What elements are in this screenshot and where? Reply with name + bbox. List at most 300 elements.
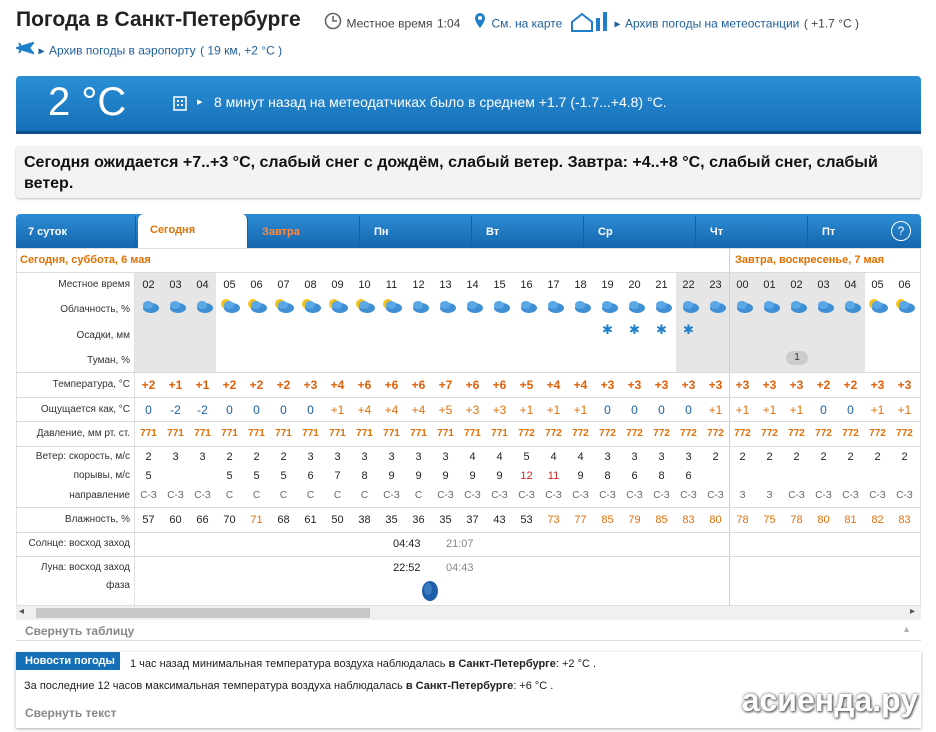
- humidity-cell: 35: [439, 514, 452, 526]
- pressure-cell: 771: [329, 428, 346, 439]
- hour-cell: 08: [304, 279, 317, 291]
- humidity-cell: 70: [223, 514, 236, 526]
- direction-cell: С-З: [572, 490, 589, 501]
- humidity-cell: 66: [196, 514, 209, 526]
- temp-cell: +2: [843, 378, 858, 392]
- cloud-icon: [840, 297, 862, 320]
- gusts-cell: 7: [334, 470, 341, 482]
- feels-cell: +1: [573, 403, 588, 417]
- temp-cell: +2: [249, 378, 264, 392]
- feels-cell: 0: [145, 403, 152, 417]
- direction-cell: С-З: [491, 490, 508, 501]
- direction-cell: С: [225, 490, 234, 501]
- tab-7-days[interactable]: 7 суток: [16, 216, 136, 248]
- pressure-cell: 772: [599, 428, 616, 439]
- feels-cell: +5: [438, 403, 453, 417]
- pressure-cell: 771: [383, 428, 400, 439]
- direction-cell: С-З: [788, 490, 805, 501]
- hour-cell: 16: [520, 279, 533, 291]
- direction-cell: С: [279, 490, 288, 501]
- hour-cell: 01: [763, 279, 776, 291]
- label-fog: Туман, %: [87, 355, 130, 366]
- direction-cell: С-З: [869, 490, 886, 501]
- wind-cell: 2: [847, 451, 854, 463]
- direction-cell: С: [360, 490, 369, 501]
- pressure-cell: 772: [680, 428, 697, 439]
- pressure-cell: 771: [437, 428, 454, 439]
- pressure-cell: 771: [275, 428, 292, 439]
- gusts-cell: 9: [577, 470, 584, 482]
- pressure-cell: 771: [194, 428, 211, 439]
- hour-cell: 18: [574, 279, 587, 291]
- gusts-cell: 8: [361, 470, 368, 482]
- local-time-value: 1:04: [437, 16, 461, 31]
- temp-cell: +6: [465, 378, 480, 392]
- temp-cell: +5: [519, 378, 534, 392]
- hour-cell: 05: [871, 279, 884, 291]
- humidity-cell: 77: [574, 514, 587, 526]
- collapse-table-link[interactable]: Свернуть таблицу: [25, 624, 135, 638]
- fog-badge: 1: [786, 351, 808, 365]
- sensor-average-text: 8 минут назад на метеодатчиках было в среднем +1.7 (-1.7...+4.8) °C.: [214, 94, 667, 110]
- cloud-icon: [732, 297, 754, 320]
- cloud-icon: [192, 297, 214, 320]
- wind-cell: 2: [901, 451, 908, 463]
- wind-cell: 3: [658, 451, 665, 463]
- feels-cell: 0: [658, 403, 665, 417]
- direction-cell: С-З: [383, 490, 400, 501]
- hour-cell: 00: [736, 279, 749, 291]
- temp-cell: +3: [303, 378, 318, 392]
- cloud-icon: [570, 297, 592, 320]
- gusts-cell: 8: [604, 470, 611, 482]
- feels-cell: 0: [631, 403, 638, 417]
- direction-cell: С-З: [815, 490, 832, 501]
- airplane-icon: [16, 40, 34, 61]
- direction-cell: С-З: [896, 490, 913, 501]
- cloud-icon: [165, 297, 187, 320]
- tab-tuesday[interactable]: Вт: [474, 216, 584, 248]
- feels-cell: +4: [357, 403, 372, 417]
- archive-airport-link[interactable]: ▸ Архив погоды в аэропорту ( 19 км, +2 °C ): [16, 40, 282, 61]
- feels-cell: +3: [465, 403, 480, 417]
- direction-cell: С-З: [518, 490, 535, 501]
- label-sun: Солнце: восход заход: [28, 538, 130, 549]
- hour-cell: 12: [412, 279, 425, 291]
- humidity-cell: 60: [169, 514, 182, 526]
- cloud-icon: [219, 297, 241, 320]
- hour-cell: 05: [223, 279, 236, 291]
- gusts-cell: 5: [145, 470, 152, 482]
- wind-cell: 2: [280, 451, 287, 463]
- temp-cell: +7: [438, 378, 453, 392]
- cloud-icon: [408, 297, 430, 320]
- humidity-cell: 53: [520, 514, 533, 526]
- humidity-cell: 80: [709, 514, 722, 526]
- label-cloudiness: Облачность, %: [60, 304, 130, 315]
- scrollbar-thumb[interactable]: [36, 608, 370, 618]
- cloud-icon: [786, 297, 808, 320]
- temp-cell: +1: [195, 378, 210, 392]
- pressure-cell: 772: [842, 428, 859, 439]
- humidity-cell: 73: [547, 514, 560, 526]
- feels-cell: -2: [197, 403, 208, 417]
- cloud-icon: [300, 297, 322, 320]
- gusts-cell: 9: [388, 470, 395, 482]
- feels-cell: +1: [735, 403, 750, 417]
- hour-cell: 20: [628, 279, 641, 291]
- temp-cell: +6: [357, 378, 372, 392]
- pressure-cell: 772: [869, 428, 886, 439]
- label-local-time: Местное время: [58, 279, 130, 290]
- pressure-cell: 771: [140, 428, 157, 439]
- wind-cell: 3: [604, 451, 611, 463]
- label-direction: направление: [69, 490, 130, 501]
- direction-cell: С-З: [653, 490, 670, 501]
- map-pin-icon: [473, 12, 487, 35]
- direction-cell: С: [414, 490, 423, 501]
- cloud-icon: [705, 297, 727, 320]
- direction-cell: С-З: [599, 490, 616, 501]
- sunset-time: 21:07: [446, 538, 474, 550]
- humidity-cell: 61: [304, 514, 317, 526]
- hour-cell: 19: [601, 279, 614, 291]
- cloud-icon: [462, 297, 484, 320]
- gusts-cell: 12: [520, 470, 533, 482]
- temp-cell: +3: [735, 378, 750, 392]
- cloud-icon: [759, 297, 781, 320]
- temp-cell: +2: [816, 378, 831, 392]
- tab-wednesday[interactable]: Ср: [586, 216, 696, 248]
- hour-cell: 09: [331, 279, 344, 291]
- pressure-cell: 772: [626, 428, 643, 439]
- wind-cell: 4: [577, 451, 584, 463]
- wind-cell: 2: [793, 451, 800, 463]
- pressure-cell: 771: [356, 428, 373, 439]
- wind-cell: 4: [496, 451, 503, 463]
- hour-cell: 07: [277, 279, 290, 291]
- gusts-cell: 5: [226, 470, 233, 482]
- hour-cell: 10: [358, 279, 371, 291]
- direction-cell: З: [766, 490, 773, 501]
- hour-cell: 17: [547, 279, 560, 291]
- temp-cell: +3: [897, 378, 912, 392]
- feels-cell: -2: [170, 403, 181, 417]
- wind-cell: 3: [307, 451, 314, 463]
- humidity-cell: 50: [331, 514, 344, 526]
- feels-cell: 0: [253, 403, 260, 417]
- direction-cell: С-З: [545, 490, 562, 501]
- wind-cell: 3: [442, 451, 449, 463]
- hour-cell: 02: [142, 279, 155, 291]
- temp-cell: +3: [654, 378, 669, 392]
- pressure-cell: 772: [788, 428, 805, 439]
- hour-cell: 03: [169, 279, 182, 291]
- humidity-cell: 37: [466, 514, 479, 526]
- pressure-cell: 772: [734, 428, 751, 439]
- station-icon: [570, 10, 610, 37]
- pressure-cell: 772: [572, 428, 589, 439]
- local-time: [324, 12, 460, 35]
- wind-cell: 2: [766, 451, 773, 463]
- humidity-cell: 75: [763, 514, 776, 526]
- tab-monday[interactable]: Пн: [362, 216, 472, 248]
- cloud-icon: [489, 297, 511, 320]
- cloud-icon: [813, 297, 835, 320]
- news-line-2: За последние 12 часов максимальная температура воздуха наблюдалась в Санкт-Петербурге: +6 °C .: [24, 680, 554, 692]
- pressure-cell: 772: [896, 428, 913, 439]
- gusts-cell: 9: [442, 470, 449, 482]
- archive-station-label[interactable]: Архив погоды на метеостанции: [624, 16, 800, 31]
- humidity-cell: 83: [682, 514, 695, 526]
- feels-cell: +1: [762, 403, 777, 417]
- moon-phase-icon: [421, 580, 439, 607]
- clock-icon: [324, 12, 342, 35]
- hour-cell: 15: [493, 279, 506, 291]
- hour-cell: 06: [250, 279, 263, 291]
- humidity-cell: 83: [898, 514, 911, 526]
- humidity-cell: 80: [817, 514, 830, 526]
- snowflake-icon: ✱: [629, 322, 640, 337]
- label-precipitation: Осадки, мм: [76, 330, 130, 341]
- building-icon: [172, 93, 188, 116]
- gusts-cell: 5: [253, 470, 260, 482]
- collapse-arrow-icon[interactable]: ▴: [904, 624, 910, 635]
- direction-cell: С-З: [437, 490, 454, 501]
- hour-cell: 22: [682, 279, 695, 291]
- pressure-cell: 772: [707, 428, 724, 439]
- news-tag: Новости погоды: [16, 652, 120, 670]
- humidity-cell: 78: [736, 514, 749, 526]
- cloud-icon: [246, 297, 268, 320]
- scroll-right-arrow[interactable]: ▸: [910, 606, 916, 617]
- page-title: Погода в Санкт-Петербурге: [16, 8, 301, 31]
- snowflake-icon: ✱: [656, 322, 667, 337]
- humidity-cell: 81: [844, 514, 857, 526]
- wind-cell: 2: [874, 451, 881, 463]
- temp-cell: +2: [276, 378, 291, 392]
- direction-cell: С-З: [140, 490, 157, 501]
- hour-cell: 02: [790, 279, 803, 291]
- feels-cell: +4: [411, 403, 426, 417]
- cloud-icon: [435, 297, 457, 320]
- cloud-icon: [651, 297, 673, 320]
- direction-cell: З: [739, 490, 746, 501]
- archive-station-temp: ( +1.7 °C ): [803, 16, 859, 31]
- snowflake-icon: ✱: [683, 322, 694, 337]
- current-temperature: 2 °C: [48, 80, 127, 124]
- hour-cell: 11: [385, 279, 398, 291]
- gusts-cell: 5: [280, 470, 287, 482]
- watermark: асиенда.ру: [741, 682, 918, 718]
- direction-cell: С-З: [464, 490, 481, 501]
- humidity-cell: 78: [790, 514, 803, 526]
- temp-cell: +3: [870, 378, 885, 392]
- feels-cell: +1: [897, 403, 912, 417]
- news-line-1: 1 час назад минимальная температура воздуха наблюдалась в Санкт-Петербурге: +2 °C .: [130, 658, 597, 670]
- feels-cell: +1: [330, 403, 345, 417]
- wind-cell: 3: [631, 451, 638, 463]
- hour-cell: 06: [898, 279, 911, 291]
- temp-cell: +1: [168, 378, 183, 392]
- humidity-cell: 82: [871, 514, 884, 526]
- day-label-tomorrow: Завтра, воскресенье, 7 мая: [735, 254, 885, 266]
- temp-cell: +4: [573, 378, 588, 392]
- feels-cell: 0: [280, 403, 287, 417]
- pressure-cell: 772: [815, 428, 832, 439]
- cloud-icon: [516, 297, 538, 320]
- pressure-cell: 771: [167, 428, 184, 439]
- humidity-cell: 36: [412, 514, 425, 526]
- feels-cell: +1: [546, 403, 561, 417]
- scroll-left-arrow[interactable]: ◂: [19, 606, 25, 617]
- label-pressure: Давление, мм рт. ст.: [36, 428, 130, 439]
- pressure-cell: 771: [221, 428, 238, 439]
- direction-cell: С-З: [626, 490, 643, 501]
- snowflake-icon: ✱: [602, 322, 613, 337]
- day-divider: [729, 248, 730, 606]
- feels-cell: +1: [519, 403, 534, 417]
- sunrise-time: 04:43: [393, 538, 421, 550]
- direction-cell: С-З: [167, 490, 184, 501]
- label-moon-phase: фаза: [106, 580, 130, 591]
- hour-cell: 23: [709, 279, 722, 291]
- wind-cell: 2: [145, 451, 152, 463]
- pressure-cell: 772: [761, 428, 778, 439]
- feels-cell: 0: [307, 403, 314, 417]
- forecast-text: Сегодня ожидается +7..+3 °C, слабый снег с дождём, слабый ветер. Завтра: +4..+8 °C, слабый снег, слабый ветер.: [24, 154, 878, 192]
- wind-cell: 3: [685, 451, 692, 463]
- archive-airport-detail: ( 19 км, +2 °C ): [200, 43, 283, 58]
- temp-cell: +6: [492, 378, 507, 392]
- cloud-icon: [597, 297, 619, 320]
- direction-cell: С-З: [680, 490, 697, 501]
- direction-cell: С: [252, 490, 261, 501]
- wind-cell: 3: [334, 451, 341, 463]
- help-icon[interactable]: ?: [891, 221, 911, 241]
- temp-cell: +3: [708, 378, 723, 392]
- wind-cell: 2: [226, 451, 233, 463]
- tab-thursday[interactable]: Чт: [698, 216, 808, 248]
- temp-cell: +3: [627, 378, 642, 392]
- direction-cell: С-З: [194, 490, 211, 501]
- wind-cell: 2: [739, 451, 746, 463]
- wind-cell: 2: [712, 451, 719, 463]
- humidity-cell: 68: [277, 514, 290, 526]
- pressure-cell: 771: [464, 428, 481, 439]
- label-moon: Луна: восход заход: [40, 562, 130, 573]
- cloud-icon: [867, 297, 889, 320]
- wind-cell: 3: [172, 451, 179, 463]
- map-link[interactable]: [473, 12, 562, 35]
- hour-cell: 04: [844, 279, 857, 291]
- gusts-cell: 6: [685, 470, 692, 482]
- cloud-icon: [354, 297, 376, 320]
- humidity-cell: 71: [250, 514, 263, 526]
- archive-station-link[interactable]: ▸ Архив погоды на метеостанции ( +1.7 °C ): [570, 10, 859, 37]
- label-wind-speed: Ветер: скорость, м/с: [35, 451, 130, 462]
- direction-cell: С-З: [707, 490, 724, 501]
- temp-cell: +6: [411, 378, 426, 392]
- label-gusts: порывы, м/с: [73, 470, 130, 481]
- direction-cell: С: [333, 490, 342, 501]
- wind-cell: 4: [469, 451, 476, 463]
- feels-cell: 0: [847, 403, 854, 417]
- label-temperature: Температура, °C: [52, 379, 130, 390]
- temp-cell: +4: [330, 378, 345, 392]
- pressure-cell: 771: [248, 428, 265, 439]
- humidity-cell: 85: [655, 514, 668, 526]
- moonrise-time: 22:52: [393, 562, 421, 574]
- gusts-cell: 6: [631, 470, 638, 482]
- humidity-cell: 43: [493, 514, 506, 526]
- tab-friday[interactable]: Пт: [822, 226, 836, 238]
- temp-cell: +3: [681, 378, 696, 392]
- temp-cell: +6: [384, 378, 399, 392]
- gusts-cell: 6: [307, 470, 314, 482]
- feels-cell: 0: [226, 403, 233, 417]
- gusts-cell: 11: [547, 470, 560, 482]
- wind-cell: 3: [415, 451, 422, 463]
- hour-cell: 13: [439, 279, 452, 291]
- archive-airport-label[interactable]: Архив погоды в аэропорту: [48, 43, 196, 58]
- cloud-icon: [327, 297, 349, 320]
- hour-cell: 04: [196, 279, 209, 291]
- feels-cell: 0: [820, 403, 827, 417]
- wind-cell: 3: [388, 451, 395, 463]
- pressure-cell: 772: [653, 428, 670, 439]
- tab-tomorrow[interactable]: Завтра: [250, 216, 360, 248]
- wind-cell: 3: [199, 451, 206, 463]
- wind-cell: 3: [361, 451, 368, 463]
- feels-cell: +1: [789, 403, 804, 417]
- feels-cell: 0: [685, 403, 692, 417]
- temp-cell: +3: [789, 378, 804, 392]
- pressure-cell: 771: [491, 428, 508, 439]
- temp-cell: +2: [141, 378, 156, 392]
- cloud-icon: [543, 297, 565, 320]
- direction-cell: С: [306, 490, 315, 501]
- cloud-icon: [381, 297, 403, 320]
- direction-cell: С-З: [842, 490, 859, 501]
- cloud-icon: [138, 297, 160, 320]
- feels-cell: 0: [604, 403, 611, 417]
- tab-today[interactable]: Сегодня: [138, 214, 248, 248]
- label-humidity: Влажность, %: [64, 514, 130, 525]
- collapse-text-link[interactable]: Свернуть текст: [25, 706, 117, 720]
- cloud-icon: [273, 297, 295, 320]
- temp-cell: +4: [546, 378, 561, 392]
- cloud-icon: [678, 297, 700, 320]
- hour-cell: 14: [466, 279, 479, 291]
- pressure-cell: 772: [518, 428, 535, 439]
- feels-cell: +3: [492, 403, 507, 417]
- label-feels-like: Ощущается как, °C: [40, 404, 130, 415]
- gusts-cell: 9: [415, 470, 422, 482]
- hour-cell: 21: [655, 279, 668, 291]
- cloud-icon: [624, 297, 646, 320]
- pressure-cell: 772: [545, 428, 562, 439]
- wind-cell: 5: [523, 451, 530, 463]
- humidity-cell: 38: [358, 514, 371, 526]
- wind-cell: 4: [550, 451, 557, 463]
- day-label-today: Сегодня, суббота, 6 мая: [20, 254, 151, 266]
- gusts-cell: 9: [469, 470, 476, 482]
- temp-cell: +3: [762, 378, 777, 392]
- map-link-label[interactable]: См. на карте: [491, 16, 563, 31]
- humidity-cell: 85: [601, 514, 614, 526]
- temp-cell: +2: [222, 378, 237, 392]
